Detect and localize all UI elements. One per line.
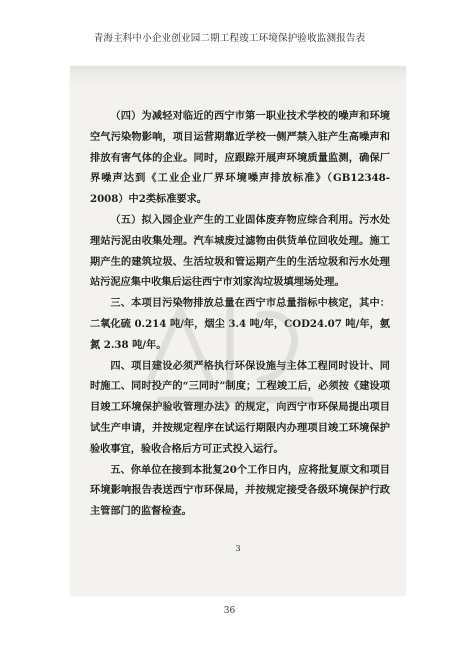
paragraph-4: （四）为减轻对临近的西宁市第一职业技术学校的噪声和环境空气污染物影响，项目运营期靠近学校一侧严禁入驻产生高噪声和排放有害气体的企业。同时，应跟踪开展声环境质量监测，确保厂界噪声达到《工业企业厂界环境噪声排放标准》（GB12348-2008）中2类标准要求。 — [90, 110, 390, 206]
paragraph-section-3: 三、本项目污染物排放总量在西宁市总量指标中核定，其中：二氧化硫 0.214 吨/年，烟尘 3.4 吨/年，COD24.07 吨/年，氨氮 2.38 吨/年。 — [90, 297, 390, 351]
report-header-title: 青海主科中小企业创业园二期工程竣工环境保护验收监测报告表 — [93, 33, 366, 44]
paragraph-section-4: 四、项目建设必须严格执行环保设施与主体工程同时设计、同时施工、同时投产的“三同时”制度；工程竣工后，必须按《建设项目竣工环境保护验收管理办法》的规定，向西宁市环保局提出项目试生产申请，并按规定程序在试运行期限内办理项目竣工环境保护验收事宜，验收合格后方可正式投入运行。 — [90, 359, 390, 455]
scanned-page — [70, 66, 406, 596]
footer-page-number: 36 — [223, 606, 236, 616]
document-body — [90, 106, 390, 522]
paragraph-5: （五）拟入园企业产生的工业固体废弃物应综合利用。污水处理站污泥由收集处理。汽车城废过滤物由供货单位回收处理。施工期产生的建筑垃圾、生活垃圾和管运期产生的生活垃圾和污水处理站污泥应集中收集后运往西宁市刘家沟垃圾填埋场处理。 — [90, 213, 390, 289]
scan-page-number: 3 — [235, 544, 241, 553]
paragraph-section-5: 五、你单位在接到本批复20个工作日内，应将批复原文和项目环境影响报告表送西宁市环保局，并按规定接受各级环境保护行政主管部门的监督检查。 — [90, 463, 390, 518]
